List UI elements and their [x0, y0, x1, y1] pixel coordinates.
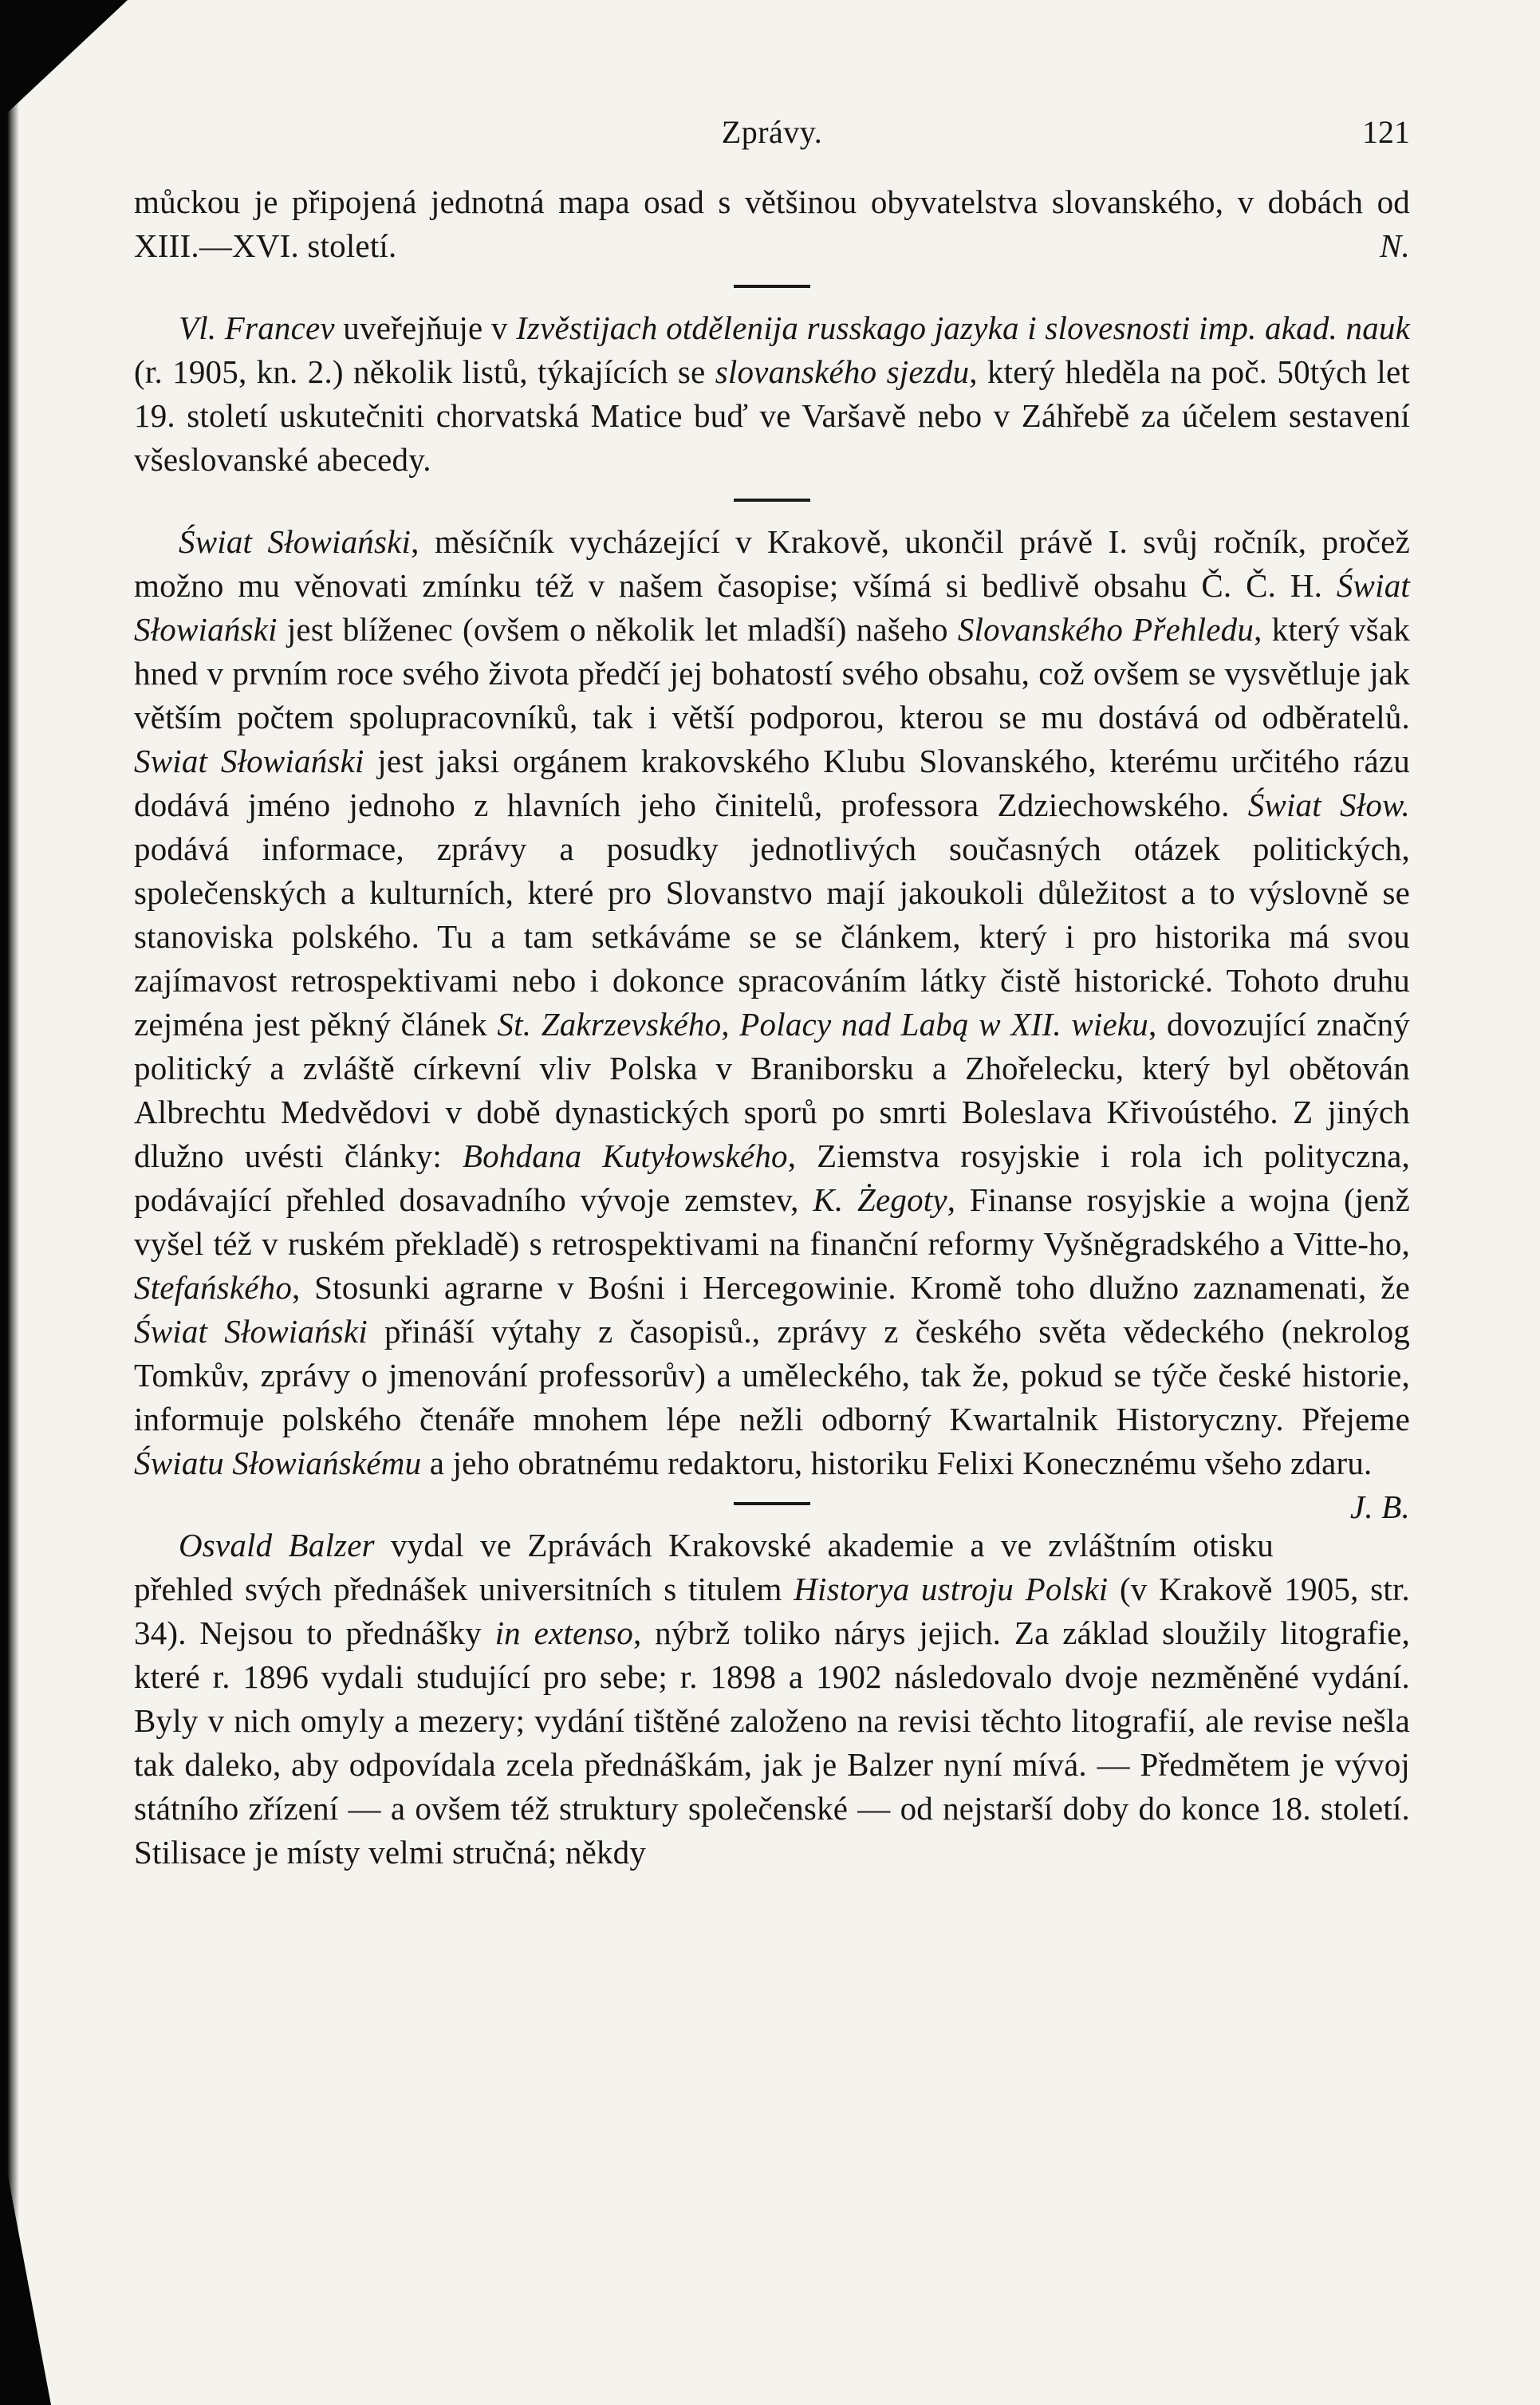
text-run: , měsíčník vycházející v Krakově, ukončil právě I. svůj ročník, pročež možno mu věnovati zmínku též v našem časopise; všímá si bedlivě obsahu Č. Č. H. [134, 523, 1410, 604]
text-run: , dovozující značný politický a zvláště církevní vliv Polska v Braniborsku a Zhořelecku, který byl obětován Albrechtu Medvědovi v době dynastických sporů po smrti Boleslava Křivoústého. Z jiných dlužno uvésti články: [134, 1006, 1410, 1174]
section-divider [734, 285, 810, 288]
paragraph [134, 520, 1411, 1525]
text-run: K. Żegoty [813, 1181, 947, 1218]
running-title: Zprávy. [721, 114, 823, 150]
page-number: 121 [1362, 114, 1410, 150]
text-run: (r. 1905, kn. 2.) několik listů, týkajících se [134, 353, 715, 390]
text-run: můckou je připojená jednotná mapa osad s většinou obyvatelstva slovanského, v dobách od XIII.—XVI. století. [134, 183, 1410, 264]
scan-artifact-left-edge [0, 0, 19, 2405]
text-run: uveřejňuje v [334, 309, 517, 346]
text-run: in extenso [494, 1615, 633, 1651]
text-run: a jeho obratnému redaktoru, historiku Felixi Konecznému všeho zdaru. [421, 1445, 1373, 1481]
section-divider [734, 499, 810, 502]
text-run: jest jaksi orgánem krakovského Klubu Slovanského, kterému určitého rázu dodává jméno jednoho z hlavních jeho činitelů, professora Zdziechowského. [134, 743, 1410, 823]
paragraphs [134, 180, 1410, 1875]
text-run: Slovanského Přehledu [957, 611, 1254, 648]
author-signature: J. B. [1350, 1488, 1410, 1525]
paragraph [134, 180, 1410, 268]
text-run: Świat Słow. [1247, 787, 1410, 823]
text-run: , Stosunki agrarne v Bośni i Hercegowinie. Kromě toho dlužno zaznamenati, že [292, 1269, 1410, 1306]
text-run: Swiat Słowiański [134, 743, 364, 779]
text-run: Historya ustroju Polski [794, 1571, 1109, 1607]
text-run: , Ziemstva rosyjskie i rola ich polityczna, podávající přehled dosavadního vývoje zemstev, [134, 1137, 1411, 1218]
text-run: Izvěstijach otdělenija russkago jazyka i slovesnosti imp. akad. nauk [516, 309, 1410, 346]
paragraph [134, 1524, 1410, 1875]
text-run: přináší výtahy z časopisů., zprávy z českého světa vědeckého (nekrolog Tomkův, zprávy o jmenování professorův) a uměleckého, tak že, pokud se týče české historie, informuje polského čtenáře mnohem lépe nežli odborný Kwartalnik Historyczny. Přejeme [134, 1313, 1410, 1437]
text-run: Stefańského [134, 1269, 293, 1306]
text-run: (v Krakově 1905, str. 34). Nejsou to přednášky [134, 1571, 1410, 1651]
paragraph [134, 306, 1410, 482]
scan-artifact-top-left-corner [0, 0, 128, 120]
section-divider [734, 1502, 810, 1505]
page-header [134, 113, 1410, 153]
text-run: Świat Słowiański [134, 567, 1410, 648]
text-run: St. Zakrzevského, Polacy nad Labą w XII. wieku [497, 1006, 1149, 1043]
text-run: vydal ve Zprávách Krakovské akademie a ve zvláštním otisku přehled svých přednášek universitních s titulem [134, 1527, 1274, 1607]
text-run: slovanského sjezdu [715, 353, 970, 390]
text-run: Bohdana Kutyłowského [462, 1137, 788, 1174]
text-run: , Finanse rosyjskie a wojna (jenž vyšel též v ruském překladě) s retrospektivami na finanční reformy Vyšněgradského a Vitte-ho, [134, 1181, 1410, 1262]
author-signature: N. [1380, 227, 1410, 264]
text-run: Vl. Francev [179, 309, 335, 346]
text-run: , který hleděla na poč. 50tých let 19. století uskutečniti chorvatská Matice buď ve Varšavě nebo v Záhřebě za účelem sestavení všeslovanské abecedy. [134, 353, 1410, 478]
scan-artifact-bottom-left-corner [0, 2134, 51, 2405]
type-area [134, 113, 1410, 1875]
text-run: Światu Słowiańskému [134, 1445, 422, 1481]
text-run: podává informace, zprávy a posudky jednotlivých současných otázek politických, společenských a kulturních, které pro Slovanstvo mají jakoukoli důležitost a to výslovně se stanoviska polského. Tu a tam setkáváme se se článkem, který i pro historika má svou zajímavost retrospektivami nebo i dokonce spracováním látky čistě historické. Tohoto druhu zejména jest pěkný článek [134, 830, 1410, 1043]
text-run: jest blíženec (ovšem o několik let mladší) našeho [277, 611, 958, 648]
text-run: , nýbrž toliko nárys jejich. Za základ sloužily litografie, které r. 1896 vydali studující pro sebe; r. 1898 a 1902 následovalo dvoje nezměněné vydání. Byly v nich omyly a mezery; vydání tištěné založeno na revisi těchto litografií, ale revise nešla tak daleko, aby odpovídala zcela přednáškám, jak je Balzer nyní mívá. — Předmětem je vývoj státního zřízení — a ovšem též struktury společenské — od nejstarší doby do konce 18. století. Stilisace je místy velmi stručná; někdy [134, 1615, 1410, 1871]
text-run: Osvald Balzer [179, 1527, 375, 1563]
text-run: Świat Słowiański [134, 1313, 368, 1350]
text-run: , který však hned v prvním roce svého života předčí jej bohatostí svého obsahu, což ovšem se vysvětluje jak větším počtem spolupracovníků, tak i větší podporou, kterou se mu dostává od odběratelů. [134, 611, 1410, 735]
text-run: Świat Słowiański [179, 523, 412, 560]
